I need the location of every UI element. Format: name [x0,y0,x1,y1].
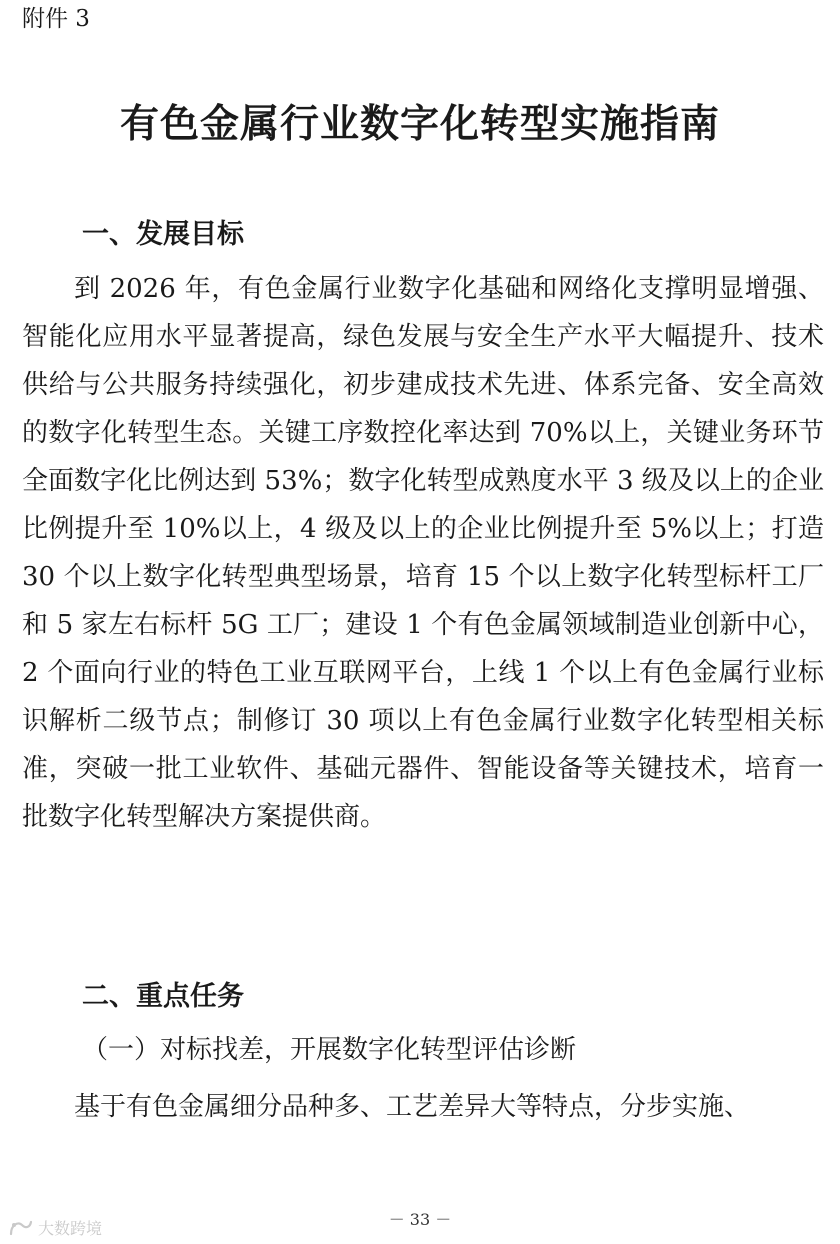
attachment-label: 附件 3 [22,6,90,32]
watermark-text: 大数跨境 [38,1219,103,1238]
watermark [8,1216,102,1239]
document-title: 有色金属行业数字化转型实施指南 [119,102,720,147]
paragraph-assessment: 基于有色金属细分品种多、工艺差异大等特点，分步实施、 [74,1092,751,1122]
section-heading-development-goals: 一、发展目标 [82,219,244,250]
subsection-heading-assessment: （一）对标找差，开展数字化转型评估诊断 [82,1035,577,1065]
section-heading-key-tasks: 二、重点任务 [82,981,244,1012]
watermark-logo-icon [8,1219,34,1237]
paragraph-development-goals: 到 2026 年，有色金属行业数字化基础和网络化支撑明显增强、智能化应用水平显著提高，绿色发展与安全生产水平大幅提升、技术供给与公共服务持续强化，初步建成技术先进、体系完备、安全高效的数字化转型生态。关键工序数控化率达到 70%以上，关键业务环节全面数字化比例达到 53%；数字化转型成熟度水平 3 级及以上的企业比例提升至 10%以上，4 级及以上的企业比例提升至 5%以上；打造 30 个以上数字化转型典型场景，培育 15 个以上数字化转型标杆工厂和 5 家左右标杆 5G 工厂；建设 1 个有色金属领域制造业创新中心，2 个面向行业的特色工业互联网平台，上线 1 个以上有色金属行业标识解析二级节点；制修订 30 项以上有色金属行业数字化转型相关标准，突破一批工业软件、基础元器件、智能设备等关键技术，培育一批数字化转型解决方案提供商。 [22,274,824,832]
page-number: － 33 － [388,1210,452,1229]
